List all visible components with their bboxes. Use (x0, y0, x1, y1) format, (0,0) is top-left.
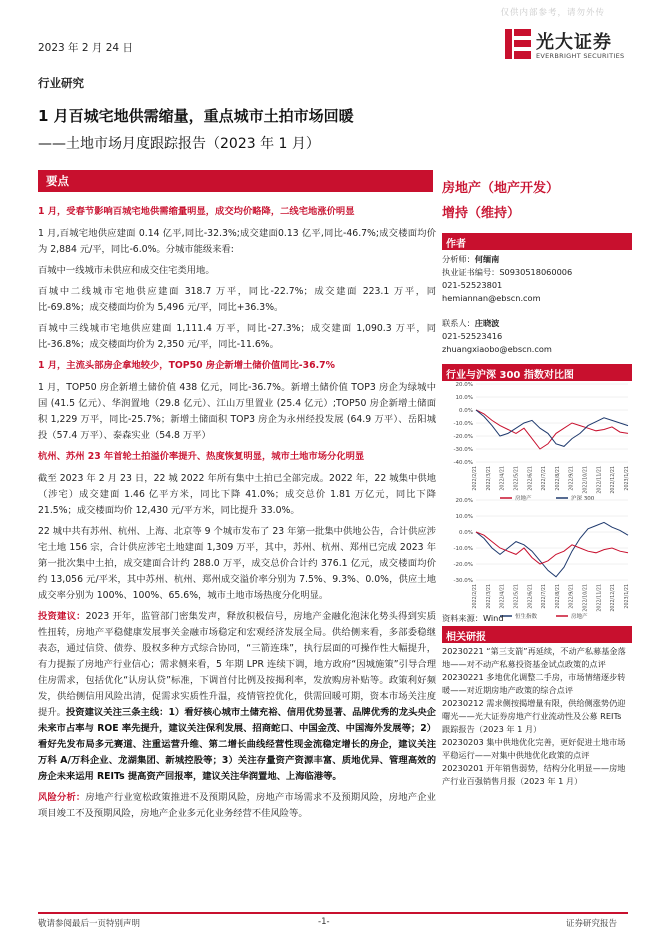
contact-label: 联系人： (442, 318, 475, 328)
y-tick-label: 10.0% (455, 395, 473, 401)
related-reports (442, 645, 632, 789)
x-tick-label: 2022/3/21 (486, 466, 492, 491)
y-tick-label: -10.0% (453, 421, 473, 427)
paragraph: 1 月，TOP50 房企新增土储价值 438 亿元，同比-36.7%。新增土储价值 TOP3 房企为绿城中国 (41.5 亿元）、华润置地（29.8 亿元）、江山万里置业 (25.4 亿元）;TOP50 房企新增土储面积 1,229 万平，同比-25.7%；新增土储面积 TOP3 房企为永州经投发展 (64.9 万平）、岳阳城投（57.4 万平）、泰森实业（54.8 万平） (38, 382, 436, 441)
section-heading-1: 1 月，受春节影响百城宅地供需缩量明显，成交均价略降，二线宅地涨价明显 (38, 206, 355, 217)
risk-analysis (38, 790, 436, 822)
risk-text: 房地产行业宽松政策推进不及预期风险，房地产市场需求不及预期风险，房地产企业项目竣工不及预期风险，房地产企业多元化业务经营不佳风险等。 (38, 792, 436, 819)
invest-highlight: 投资建议关注三条主线：1）看好核心城市土储充裕、信用优势显著、品牌优秀的龙头央企未来市占率与 ROE 率先提升，建议关注保利发展、招商蛇口、中国金茂、中国海外发展等；2）看好先发布局多元赛道、注重运营升维、第二增长曲线经营性现金流稳定增长的房企，建议关注万科 A/万科企业、龙湖集团、新城控股等；3）关注存量资产资源丰富、质地优异、管理高效的房企未来运用 REITs 提高资产回报率，建议关注华润置地、上海临港等。 (38, 707, 436, 782)
sector-name: 房地产（地产开发） (442, 181, 560, 196)
chart-source: 资料来源：Wind (442, 613, 504, 623)
report-date: 2023 年 2 月 24 日 (38, 42, 133, 54)
section-heading-3: 杭州、苏州 23 年首轮土拍溢价率提升、热度恢复明显，城市土地市场分化明显 (38, 451, 365, 462)
email: hemiannan@ebscn.com (442, 293, 541, 303)
x-tick-label: 2022/5/21 (514, 466, 520, 491)
email: zhuangxiaobo@ebscn.com (442, 344, 552, 354)
paragraph: 百城中三线城市宅地供应建面 1,111.4 万平，同比-27.3%；成交建面 1,090.3 万平，同比-36.8%；成交楼面均价为 2,350 元/平，同比-11.6%。 (38, 323, 436, 350)
related-item[interactable]: 20230201 开年销售弱势，结构分化明显——房地产行业百强销售月报（2023 年 1 月） (442, 763, 626, 786)
x-tick-label: 2022/11/21 (597, 584, 603, 612)
risk-label: 风险分析： (38, 792, 86, 803)
series-line (476, 410, 628, 446)
x-tick-label: 2023/1/21 (625, 584, 630, 609)
x-tick-label: 2022/8/21 (555, 466, 561, 491)
main-content (38, 200, 436, 827)
legend-label: 沪深 300 (571, 496, 595, 502)
x-tick-label: 2022/6/21 (528, 466, 534, 491)
related-label: 相关研报 (446, 632, 486, 643)
report-category: 行业研究 (38, 76, 84, 90)
related-bar (442, 626, 632, 643)
author-label: 作者 (446, 239, 466, 250)
key-points-label: 要点 (46, 174, 69, 188)
section-heading-2: 1 月，主流头部房企拿地较少，TOP50 房企新增土储价值同比-36.7% (38, 360, 335, 371)
x-tick-label: 2022/3/21 (486, 584, 492, 609)
x-tick-label: 2023/1/21 (625, 466, 630, 491)
report-title: 1 月百城宅地供需缩量，重点城市土拍市场回暖 (38, 107, 354, 125)
analyst-label: 分析师： (442, 254, 475, 264)
legend-label: 恒生指数 (515, 614, 538, 620)
y-tick-label: -30.0% (453, 578, 473, 584)
paragraph: 1 月,百城宅地供应建面 0.14 亿平,同比-32.3%;成交建面0.13 亿平,同比-46.7%;成交楼面均价为 2,884 元/平，同比-6.0%。分城市能级来看: (38, 228, 436, 255)
logo-text-cn: 光大证券 (536, 32, 612, 53)
invest-text: 2023 开年，监管部门密集发声，释放积极信号，房地产金融化泡沫化势头得到实质性扭转，房地产平稳健康发展事关金融市场稳定和宏观经济发展全局。供给侧来看，多部委稳继表态，通过信贷、债券、股权多种方式综合协同，“三箭连珠”，执行层面的可操作性大幅提升，有力提振了房地产行业信心；需求侧来看，5 年期 LPR 连续下调，地方政府“因城施策”引导合理住房需求，包括优化“认房认贷”标准，下调首付比例及按揭利率，发放购房补贴等。政策利好频发，供给侧信用风险出清，促需求实质性升温，疫情管控优化，供需回暖可期，资本市场关注度提升。 (38, 611, 436, 718)
chart-bar (442, 364, 632, 381)
x-tick-label: 2022/10/21 (583, 466, 589, 494)
y-tick-label: -30.0% (453, 447, 473, 453)
footer-right: 证券研究报告 (566, 919, 618, 929)
x-tick-label: 2022/5/21 (514, 584, 520, 609)
paragraph: 百城中二线城市宅地供应建面 318.7 万平，同比-22.7%；成交建面 223.1 万平，同比-69.8%；成交楼面均价为 5,496 元/平，同比+36.3%。 (38, 286, 436, 313)
author-info (442, 253, 632, 356)
x-tick-label: 2022/11/21 (597, 466, 603, 494)
x-tick-label: 2022/4/21 (500, 466, 506, 491)
watermark-text: 仅供内部参考，请勿外传 (500, 8, 605, 18)
y-tick-label: 10.0% (455, 514, 473, 520)
everbright-logo-icon (503, 27, 533, 61)
x-tick-label: 2022/7/21 (542, 584, 548, 609)
investment-advice (38, 609, 436, 785)
related-item[interactable]: 20230221 多地优化调整二手房，市场情绪逐步转暖——对近期房地产政策的综合点评 (442, 672, 626, 695)
x-tick-label: 2022/12/21 (611, 584, 617, 612)
x-tick-label: 2022/6/21 (528, 584, 534, 609)
related-item[interactable]: 20230221 “第三支箭”再延续，不动产私募基金落地——对不动产私募投资基金试点政策的点评 (442, 646, 626, 669)
x-tick-label: 2022/12/21 (611, 466, 617, 494)
x-tick-label: 2022/9/21 (569, 466, 575, 491)
x-tick-label: 2022/10/21 (583, 584, 589, 612)
y-tick-label: 20.0% (455, 498, 473, 504)
x-tick-label: 2022/2/21 (473, 584, 478, 609)
legend-label: 房地产 (571, 614, 588, 620)
license-no: 执业证书编号：S0930518060006 (442, 267, 573, 277)
y-tick-label: -10.0% (453, 546, 473, 552)
x-tick-label: 2022/7/21 (542, 466, 548, 491)
report-subtitle: ——土地市场月度跟踪报告（2023 年 1 月） (38, 136, 320, 152)
logo-text-en: EVERBRIGHT SECURITIES (536, 52, 625, 60)
paragraph: 百城中一线城市未供应和成交住宅类用地。 (38, 265, 215, 276)
footer-divider (38, 912, 628, 914)
y-tick-label: -20.0% (453, 434, 473, 440)
series-line (476, 410, 628, 449)
y-tick-label: 0.0% (459, 408, 473, 414)
y-tick-label: -20.0% (453, 562, 473, 568)
x-tick-label: 2022/8/21 (555, 584, 561, 609)
phone: 021-52523801 (442, 280, 503, 290)
y-tick-label: 20.0% (455, 382, 473, 388)
legend-label: 房地产 (515, 496, 532, 502)
analyst-name: 何缅南 (474, 254, 500, 264)
y-tick-label: 0.0% (459, 530, 473, 536)
x-tick-label: 2022/4/21 (500, 584, 506, 609)
paragraph: 截至 2023 年 2 月 23 日，22 城 2022 年所有集中土拍已全部完成。2022 年，22 城集中供地（涉宅）成交建面 1.46 亿平方米，同比下降 41.0%；成交总价 1.81 万亿元，同比下降 21.5%；成交楼面均价 12,430 元/平方米，同比提升 33.0%。 (38, 473, 436, 516)
x-tick-label: 2022/9/21 (569, 584, 575, 609)
related-item[interactable]: 20230212 需求侧按揭增量有限，供给侧涨势仍迎曙光——光大证券房地产行业流动性及公募 REITs 跟踪报告（2023 年 1 月） (442, 698, 626, 734)
contact-name: 庄晓波 (474, 318, 500, 328)
paragraph: 22 城中共有苏州、杭州、上海、北京等 9 个城市发布了 23 年第一批集中供地公告，合计供应涉宅土地 156 宗，合计供应涉宅土地建面 1,309 万平，其中，苏州、杭州、郑州已完成 2023 年第一批次集中土拍，成交建面合计约 288.0 万平，成交总价合计约 376.1 亿元，成交楼面均价约 13,056 元/平米，其中苏州、杭州、郑州成交溢价率分别为 7.5%、9.3%、0.0%，供应土地成交率分别为 100%、100%、65.6%，城市土地市场热度分化明显。 (38, 526, 436, 601)
page-number: -1- (318, 917, 330, 927)
phone: 021-52523416 (442, 331, 503, 341)
rating: 增持（维持） (442, 206, 521, 221)
chart-label: 行业与沪深 300 指数对比图 (446, 370, 574, 381)
invest-label: 投资建议： (38, 611, 86, 622)
related-item[interactable]: 20230203 集中供地优化完善，更好促进土地市场平稳运行——对集中供地优化政策的点评 (442, 737, 626, 760)
key-points-bar (38, 170, 433, 192)
x-tick-label: 2022/2/21 (473, 466, 478, 491)
footer-left: 敬请参阅最后一页特别声明 (38, 919, 141, 929)
author-bar (442, 233, 632, 250)
y-tick-label: -40.0% (453, 460, 473, 466)
